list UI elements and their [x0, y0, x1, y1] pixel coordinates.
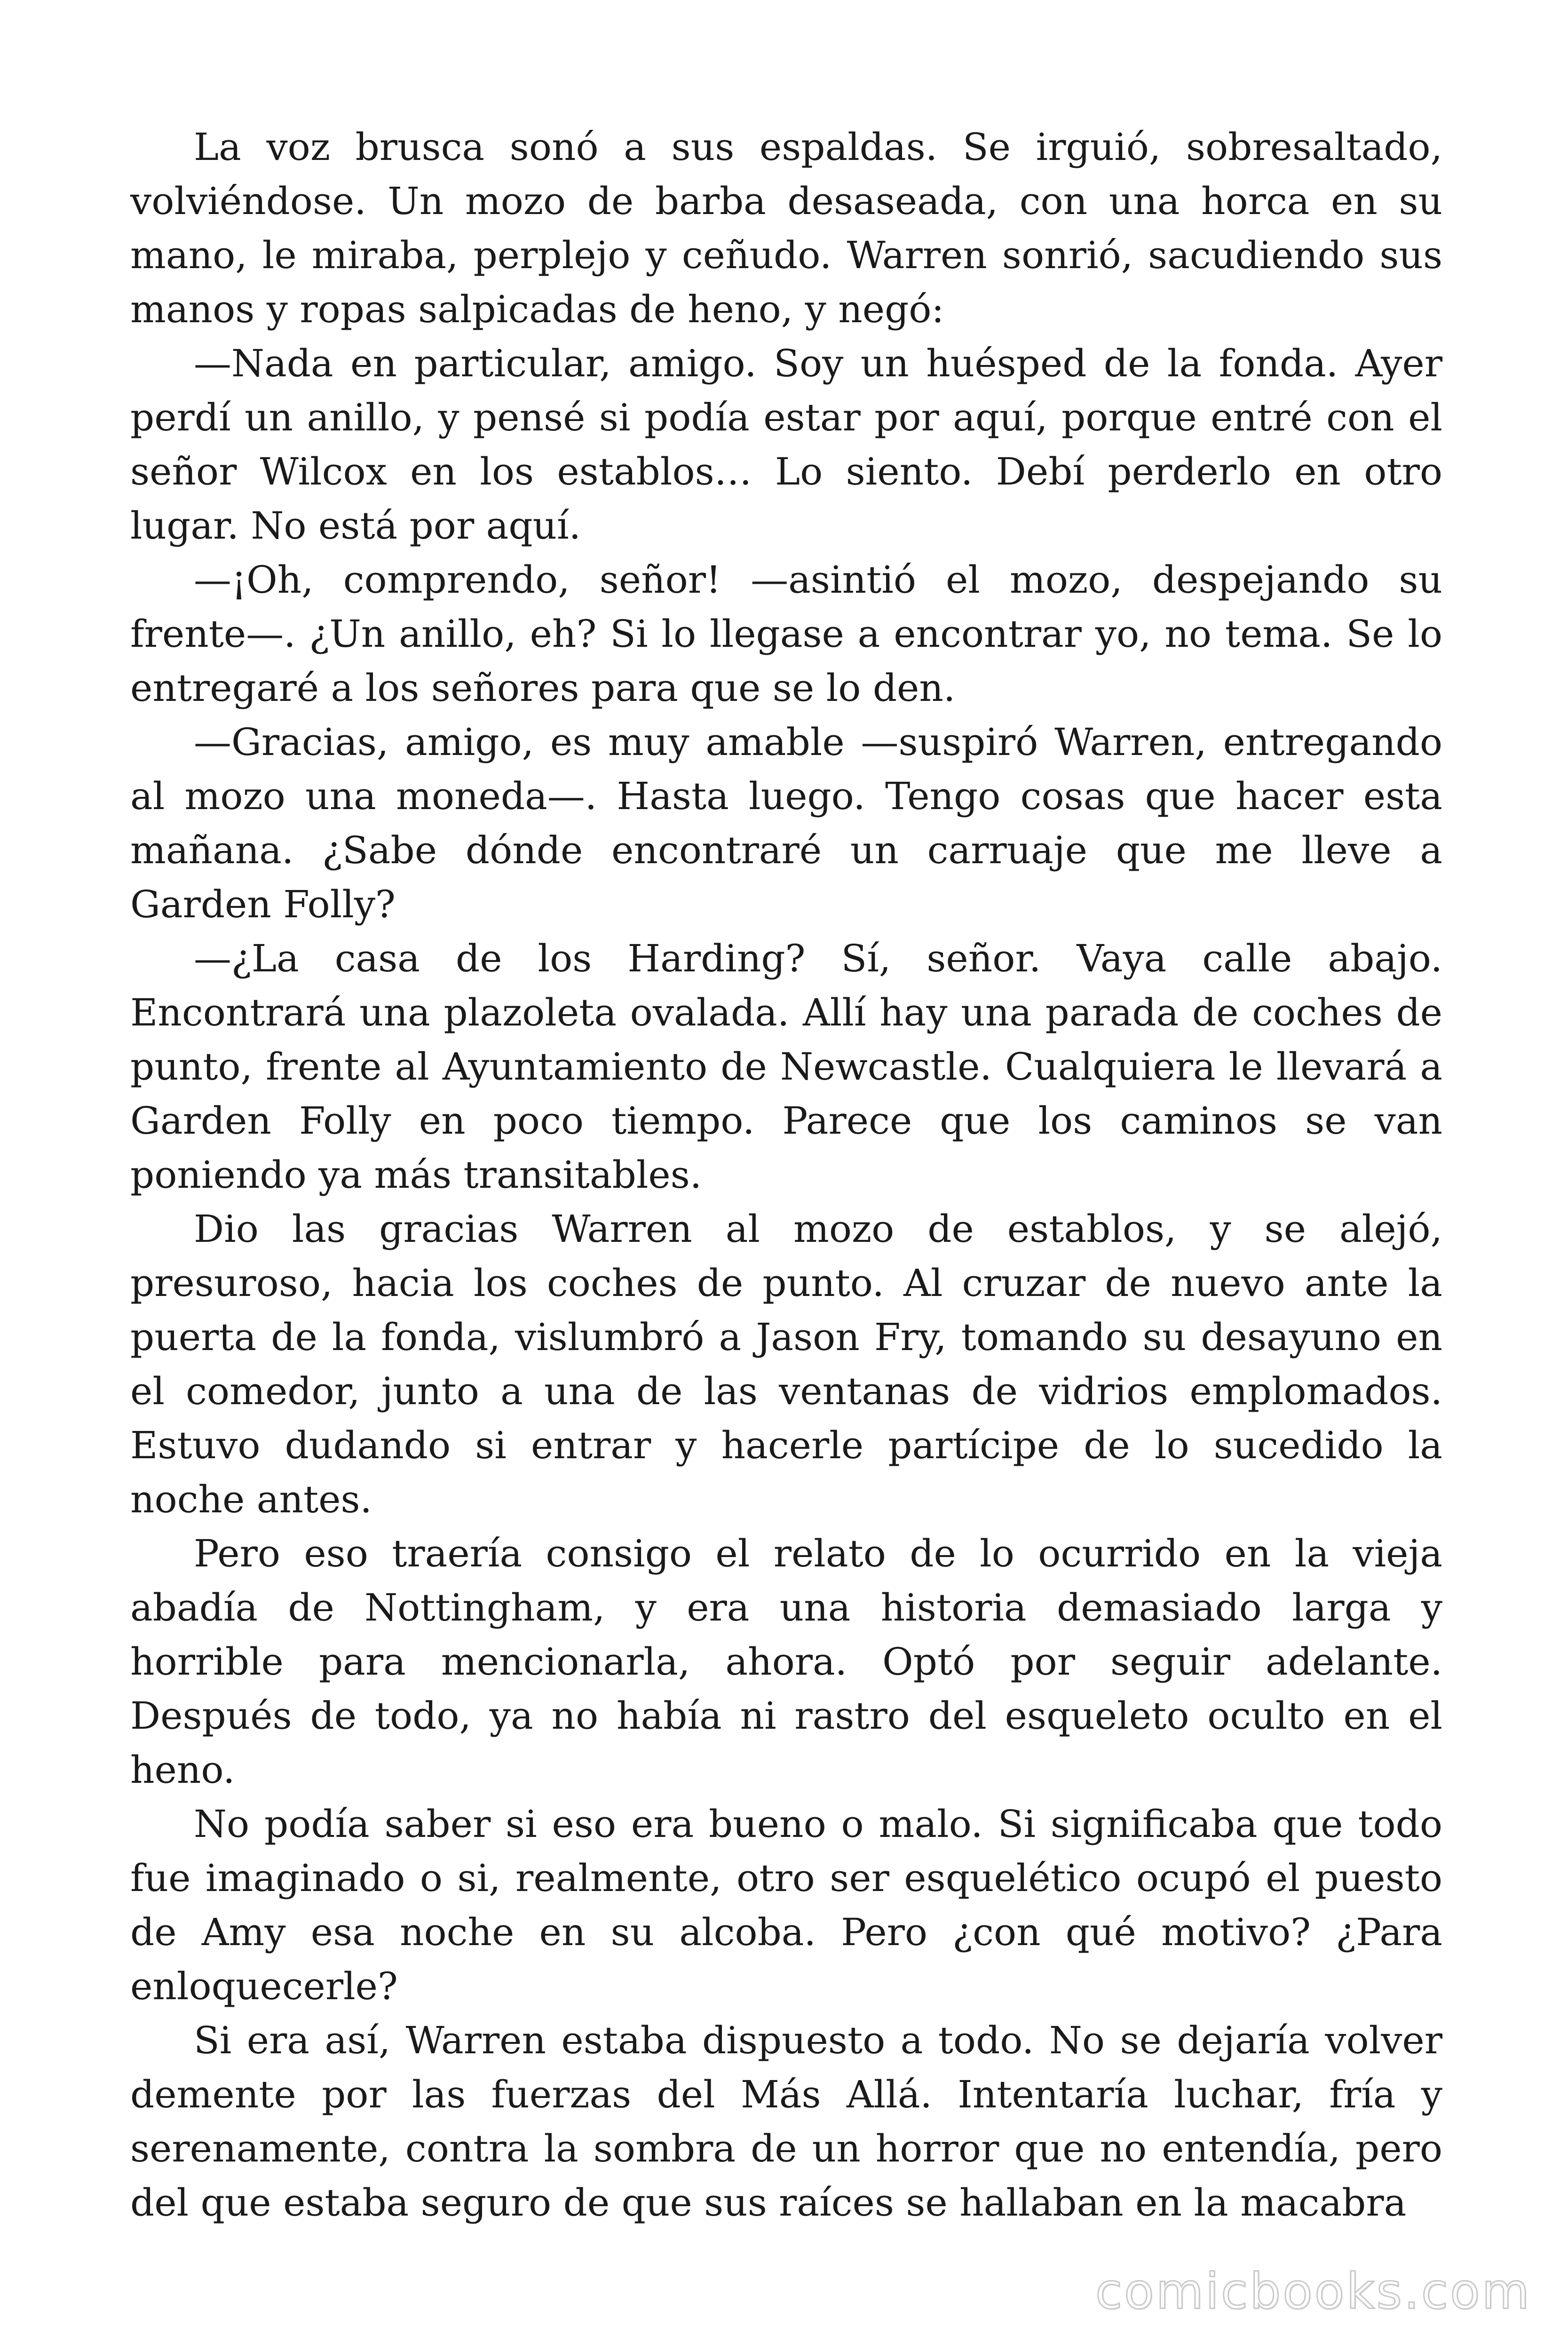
paragraph: —Nada en particular, amigo. Soy un huésped de la fonda. Ayer perdí un anillo, y pensé si podía estar por aquí, porque entré con el señor Wilcox en los establos… Lo siento. Debí perderlo en otro lugar. No está por aquí.: [130, 342, 1442, 548]
paragraph: Dio las gracias Warren al mozo de establos, y se alejó, presuroso, hacia los coches de punto. Al cruzar de nuevo ante la puerta de la fonda, vislumbró a Jason Fry, tomando su desayuno en el comedor, junto a una de las ventanas de vidrios emplomados. Estuvo dudando si entrar y hacerle partícipe de lo sucedido la noche antes.: [130, 1207, 1442, 1521]
paragraph: Si era así, Warren estaba dispuesto a todo. No se dejaría volver demente por las fuerzas del Más Allá. Intentaría luchar, fría y serenamente, contra la sombra de un horror que no entendía, pero del que estaba seguro de que sus raíces se hallaban en la macabra: [130, 2018, 1442, 2225]
watermark: comicbooks.com: [1095, 2263, 1531, 2320]
paragraph: —¡Oh, comprendo, señor! —asintió el mozo, despejando su frente—. ¿Un anillo, eh? Si lo llegase a encontrar yo, no tema. Se lo entregaré a los señores para que se lo den.: [130, 558, 1442, 710]
paragraph: No podía saber si eso era bueno o malo. Si significaba que todo fue imaginado o si, realmente, otro ser esquelético ocupó el puesto de Amy esa noche en su alcoba. Pero ¿con qué motivo? ¿Para enloquecerle?: [130, 1802, 1442, 2008]
paragraph: —¿La casa de los Harding? Sí, señor. Vaya calle abajo. Encontrará una plazoleta ovalada. Allí hay una parada de coches de punto, frente al Ayuntamiento de Newcastle. Cualquiera le llevará a Garden Folly en poco tiempo. Parece que los caminos se van poniendo ya más transitables.: [130, 937, 1442, 1197]
paragraph: La voz brusca sonó a sus espaldas. Se irguió, sobresaltado, volviéndose. Un mozo de barba desaseada, con una horca en su mano, le miraba, perplejo y ceñudo. Warren sonrió, sacudiendo sus manos y ropas salpicadas de heno, y negó:: [130, 125, 1442, 331]
paragraph: Pero eso traería consigo el relato de lo ocurrido en la vieja abadía de Nottingham, y era una historia demasiado larga y horrible para mencionarla, ahora. Optó por seguir adelante. Después de todo, ya no había ni rastro del esqueleto oculto en el heno.: [130, 1532, 1442, 1792]
paragraph: —Gracias, amigo, es muy amable —suspiró Warren, entregando al mozo una moneda—. Hasta luego. Tengo cosas que hacer esta mañana. ¿Sabe dónde encontraré un carruaje que me lleve a Garden Folly?: [130, 720, 1442, 926]
book-page-text: [130, 120, 1442, 2230]
